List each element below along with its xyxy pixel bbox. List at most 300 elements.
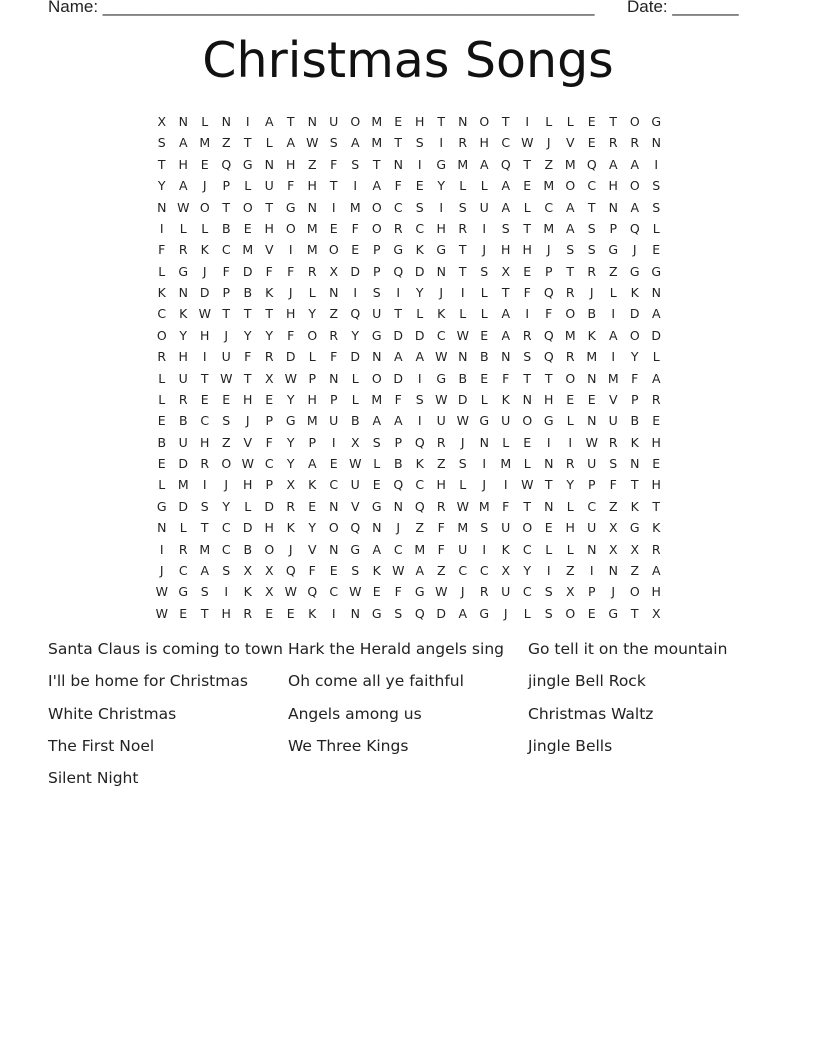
grid-letter: E — [415, 178, 424, 194]
grid-letter: L — [545, 114, 553, 129]
grid-letter: Q — [350, 306, 361, 322]
grid-letter: H — [178, 156, 188, 172]
grid-letter: P — [329, 391, 338, 407]
grid-letter: R — [178, 391, 188, 407]
grid-letter: N — [221, 114, 231, 129]
grid-letter: L — [523, 605, 531, 621]
grid-letter: Q — [586, 156, 597, 172]
grid-letter: E — [523, 263, 532, 279]
grid-letter: S — [222, 413, 231, 429]
grid-letter: T — [200, 370, 209, 386]
grid-letter: S — [523, 349, 532, 365]
grid-letter: L — [480, 178, 488, 194]
grid-letter: C — [221, 541, 231, 557]
grid-letter: X — [651, 605, 661, 621]
grid-letter: U — [608, 413, 618, 429]
grid-letter: F — [394, 584, 402, 600]
grid-letter: R — [243, 605, 253, 621]
grid-letter: I — [482, 541, 487, 557]
grid-letter: J — [224, 477, 229, 493]
grid-letter: S — [415, 135, 424, 151]
grid-letter: A — [415, 562, 425, 578]
grid-letter: D — [436, 605, 447, 621]
grid-letter: U — [587, 456, 597, 471]
grid-letter: U — [501, 584, 511, 600]
grid-letter: I — [611, 349, 616, 365]
word-search-grid — [151, 111, 667, 624]
grid-letter: S — [480, 263, 489, 279]
grid-letter: G — [242, 156, 253, 172]
grid-letter: K — [630, 285, 639, 300]
grid-letter: T — [630, 605, 639, 621]
grid-letter: N — [393, 498, 403, 514]
grid-letter: I — [202, 349, 207, 365]
grid-letter: E — [200, 391, 209, 407]
grid-letter: F — [265, 263, 273, 279]
grid-letter: D — [199, 285, 210, 300]
grid-letter: G — [414, 584, 425, 600]
grid-letter: C — [436, 327, 446, 343]
grid-letter: Y — [523, 562, 532, 578]
grid-letter: O — [285, 220, 296, 236]
grid-letter: E — [265, 391, 274, 407]
grid-letter: S — [458, 199, 467, 215]
grid-letter: K — [243, 584, 252, 600]
grid-letter: X — [350, 434, 360, 450]
grid-letter: T — [458, 242, 467, 258]
grid-letter: P — [222, 178, 231, 194]
grid-letter: J — [503, 605, 508, 621]
grid-letter: E — [308, 498, 317, 514]
grid-letter: M — [414, 541, 426, 557]
word-list-item: Go tell it on the mountain — [528, 640, 728, 658]
name-field-label: Name: ____________________________________________________ — [48, 0, 595, 16]
grid-letter: X — [608, 520, 618, 536]
grid-letter: L — [523, 456, 531, 471]
grid-letter: D — [350, 263, 361, 279]
grid-letter: S — [200, 498, 209, 514]
grid-letter: H — [200, 327, 210, 343]
grid-letter: M — [306, 413, 318, 429]
grid-row — [151, 389, 667, 410]
grid-letter: H — [436, 220, 446, 236]
grid-letter: M — [371, 114, 383, 129]
word-list-item: Hark the Herald angels sing — [288, 640, 504, 658]
grid-letter: E — [157, 413, 166, 429]
grid-letter: S — [458, 456, 467, 471]
grid-letter: K — [415, 242, 424, 258]
grid-letter: L — [459, 306, 467, 322]
grid-letter: M — [349, 199, 361, 215]
grid-letter: W — [155, 605, 168, 621]
grid-letter: H — [544, 391, 554, 407]
grid-letter: T — [587, 199, 596, 215]
grid-letter: C — [458, 562, 468, 578]
grid-letter: O — [371, 199, 382, 215]
grid-letter: W — [349, 584, 362, 600]
grid-letter: E — [587, 605, 596, 621]
grid-letter: U — [264, 178, 274, 194]
grid-letter: N — [436, 263, 446, 279]
grid-letter: L — [523, 199, 531, 215]
grid-letter: K — [265, 285, 274, 300]
grid-letter: I — [460, 285, 465, 300]
grid-letter: R — [178, 242, 188, 258]
grid-letter: L — [652, 220, 660, 236]
grid-letter: R — [436, 434, 446, 450]
grid-letter: F — [394, 391, 402, 407]
grid-letter: G — [436, 242, 447, 258]
word-list-item: We Three Kings — [288, 736, 409, 755]
grid-letter: I — [159, 541, 164, 557]
grid-letter: E — [652, 242, 661, 258]
grid-letter: L — [480, 391, 488, 407]
grid-letter: K — [286, 520, 295, 536]
grid-letter: D — [651, 327, 662, 343]
grid-letter: A — [372, 413, 382, 429]
grid-letter: A — [393, 349, 403, 365]
grid-letter: H — [243, 477, 253, 493]
grid-letter: T — [544, 370, 553, 386]
grid-letter: Q — [414, 498, 425, 514]
grid-letter: C — [544, 199, 554, 215]
grid-letter: O — [565, 370, 576, 386]
word-list-item: Silent Night — [48, 769, 139, 788]
grid-letter: U — [329, 413, 339, 429]
grid-letter: S — [200, 584, 209, 600]
grid-letter: M — [242, 242, 254, 258]
grid-letter: A — [501, 327, 511, 343]
grid-letter: T — [200, 605, 209, 621]
grid-row — [151, 282, 667, 303]
grid-letter: L — [244, 498, 252, 514]
grid-letter: N — [178, 285, 188, 300]
grid-letter: F — [244, 349, 252, 365]
grid-letter: W — [435, 349, 448, 365]
grid-letter: S — [544, 584, 553, 600]
grid-letter: O — [522, 520, 533, 536]
grid-letter: S — [157, 135, 166, 151]
grid-letter: E — [587, 135, 596, 151]
word-list-item: I'll be home for Christmas — [48, 672, 248, 691]
grid-letter: P — [372, 263, 381, 279]
grid-letter: G — [178, 584, 189, 600]
grid-letter: G — [651, 114, 662, 129]
grid-letter: E — [652, 413, 661, 429]
grid-letter: G — [479, 605, 490, 621]
grid-letter: M — [543, 178, 555, 194]
grid-letter: W — [456, 498, 469, 514]
grid-letter: S — [351, 562, 360, 578]
grid-letter: C — [587, 498, 597, 514]
grid-letter: H — [307, 391, 317, 407]
grid-letter: T — [394, 306, 403, 322]
grid-letter: Y — [308, 306, 317, 322]
grid-letter: I — [417, 156, 422, 172]
grid-letter: F — [351, 220, 359, 236]
word-list-item: Jingle Bells — [528, 736, 613, 755]
grid-letter: T — [523, 370, 532, 386]
grid-letter: E — [329, 220, 338, 236]
grid-letter: T — [523, 220, 532, 236]
grid-letter: M — [457, 156, 469, 172]
grid-letter: L — [652, 349, 660, 365]
grid-letter: O — [522, 413, 533, 429]
grid-letter: L — [158, 370, 166, 386]
grid-letter: Y — [415, 285, 424, 300]
grid-letter: Z — [436, 456, 446, 471]
grid-letter: G — [285, 199, 296, 215]
grid-letter: Q — [414, 605, 425, 621]
grid-letter: X — [565, 584, 575, 600]
grid-letter: D — [457, 391, 468, 407]
grid-letter: T — [652, 498, 661, 514]
word-list-item: The First Noel — [48, 736, 155, 755]
grid-letter: N — [522, 391, 532, 407]
grid-letter: R — [651, 541, 661, 557]
grid-letter: U — [178, 434, 188, 450]
grid-letter: I — [417, 413, 422, 429]
word-list-item: Oh come all ye faithful — [288, 672, 464, 691]
grid-letter: H — [286, 156, 296, 172]
grid-row — [151, 218, 667, 239]
grid-letter: P — [587, 584, 596, 600]
worksheet-header — [48, 0, 748, 19]
grid-letter: S — [544, 605, 553, 621]
grid-letter: K — [437, 306, 446, 322]
grid-letter: S — [222, 562, 231, 578]
grid-letter: U — [436, 413, 446, 429]
grid-letter: E — [652, 456, 661, 471]
grid-letter: K — [587, 327, 596, 343]
grid-letter: F — [437, 520, 445, 536]
grid-letter: X — [157, 114, 167, 129]
grid-letter: L — [201, 220, 209, 236]
grid-letter: N — [264, 156, 274, 172]
grid-letter: S — [587, 242, 596, 258]
grid-row — [151, 581, 667, 602]
grid-letter: T — [222, 199, 231, 215]
grid-letter: C — [221, 520, 231, 536]
grid-letter: Q — [221, 156, 232, 172]
grid-letter: J — [202, 178, 207, 194]
grid-letter: G — [285, 413, 296, 429]
grid-letter: G — [178, 263, 189, 279]
grid-letter: D — [393, 327, 404, 343]
grid-letter: Z — [221, 135, 231, 151]
grid-letter: B — [157, 434, 167, 450]
grid-letter: D — [350, 349, 361, 365]
grid-letter: J — [460, 584, 465, 600]
grid-letter: E — [523, 434, 532, 450]
grid-letter: F — [158, 242, 166, 258]
grid-letter: F — [523, 285, 531, 300]
grid-letter: B — [479, 349, 489, 365]
grid-row — [151, 368, 667, 389]
grid-letter: M — [306, 242, 318, 258]
grid-letter: D — [264, 498, 275, 514]
grid-letter: W — [435, 584, 448, 600]
grid-letter: H — [608, 178, 618, 194]
grid-letter: S — [587, 220, 596, 236]
grid-letter: D — [178, 498, 189, 514]
grid-letter: M — [607, 370, 619, 386]
grid-letter: O — [307, 327, 318, 343]
grid-row — [151, 432, 667, 453]
grid-letter: M — [199, 541, 211, 557]
grid-letter: E — [329, 562, 338, 578]
grid-letter: K — [501, 391, 510, 407]
grid-letter: T — [243, 306, 252, 322]
grid-letter: G — [436, 156, 447, 172]
grid-letter: B — [243, 285, 253, 300]
grid-letter: G — [156, 498, 167, 514]
grid-letter: A — [458, 605, 468, 621]
grid-letter: D — [242, 520, 253, 536]
grid-letter: V — [307, 541, 317, 557]
grid-letter: I — [353, 178, 358, 194]
grid-letter: Y — [286, 456, 295, 471]
grid-letter: Z — [307, 156, 317, 172]
grid-letter: V — [350, 498, 360, 514]
grid-letter: O — [565, 306, 576, 322]
grid-letter: F — [502, 498, 510, 514]
grid-letter: U — [479, 199, 489, 215]
grid-letter: T — [265, 199, 274, 215]
grid-letter: O — [199, 199, 210, 215]
grid-letter: G — [629, 263, 640, 279]
grid-letter: F — [265, 434, 273, 450]
grid-letter: S — [415, 391, 424, 407]
grid-letter: B — [458, 370, 468, 386]
grid-letter: R — [200, 456, 210, 471]
grid-letter: A — [630, 156, 640, 172]
grid-letter: Y — [157, 178, 166, 194]
grid-letter: L — [566, 541, 574, 557]
grid-letter: A — [372, 178, 382, 194]
grid-letter: W — [349, 456, 362, 471]
grid-letter: J — [546, 242, 551, 258]
grid-letter: N — [544, 498, 554, 514]
grid-letter: X — [264, 562, 274, 578]
grid-letter: F — [330, 156, 338, 172]
grid-letter: S — [652, 178, 661, 194]
grid-letter: R — [651, 391, 661, 407]
grid-letter: G — [371, 498, 382, 514]
grid-letter: X — [608, 541, 618, 557]
grid-letter: W — [241, 456, 254, 471]
grid-letter: M — [564, 327, 576, 343]
grid-row — [151, 261, 667, 282]
grid-letter: E — [265, 605, 274, 621]
grid-letter: B — [350, 413, 360, 429]
grid-letter: X — [329, 263, 339, 279]
grid-letter: A — [608, 327, 618, 343]
grid-letter: L — [416, 306, 424, 322]
grid-row — [151, 154, 667, 175]
grid-letter: R — [286, 498, 296, 514]
grid-letter: W — [306, 135, 319, 151]
grid-letter: W — [392, 562, 405, 578]
grid-letter: F — [330, 349, 338, 365]
grid-letter: I — [417, 370, 422, 386]
grid-letter: F — [287, 263, 295, 279]
grid-letter: E — [351, 242, 360, 258]
grid-letter: N — [630, 456, 640, 471]
grid-row — [151, 175, 667, 196]
grid-letter: U — [350, 477, 360, 493]
grid-letter: T — [329, 178, 338, 194]
grid-letter: L — [480, 306, 488, 322]
grid-letter: U — [501, 413, 511, 429]
grid-letter: L — [158, 391, 166, 407]
grid-letter: E — [329, 456, 338, 471]
grid-letter: S — [329, 135, 338, 151]
grid-letter: Y — [308, 520, 317, 536]
grid-letter: R — [587, 263, 597, 279]
grid-row — [151, 410, 667, 431]
grid-letter: A — [264, 114, 274, 129]
grid-letter: F — [308, 562, 316, 578]
grid-letter: O — [264, 541, 275, 557]
grid-letter: A — [630, 199, 640, 215]
grid-letter: M — [543, 220, 555, 236]
grid-letter: N — [587, 413, 597, 429]
grid-letter: M — [306, 220, 318, 236]
grid-letter: F — [609, 477, 617, 493]
grid-letter: A — [501, 199, 511, 215]
grid-letter: Z — [608, 263, 618, 279]
grid-letter: H — [415, 114, 425, 129]
grid-letter: Q — [393, 263, 404, 279]
grid-letter: P — [308, 434, 317, 450]
grid-letter: T — [501, 114, 510, 129]
grid-letter: N — [329, 541, 339, 557]
grid-letter: H — [651, 584, 661, 600]
grid-letter: N — [479, 434, 489, 450]
grid-letter: C — [501, 135, 511, 151]
grid-letter: X — [501, 263, 511, 279]
grid-letter: K — [157, 285, 166, 300]
grid-letter: N — [372, 349, 382, 365]
grid-letter: T — [566, 263, 575, 279]
grid-letter: E — [157, 456, 166, 471]
grid-letter: W — [220, 370, 233, 386]
grid-letter: A — [178, 135, 188, 151]
grid-letter: E — [523, 178, 532, 194]
grid-letter: A — [307, 456, 317, 471]
grid-letter: K — [630, 498, 639, 514]
grid-letter: O — [479, 114, 490, 129]
grid-letter: T — [222, 306, 231, 322]
grid-letter: B — [178, 413, 188, 429]
grid-letter: I — [331, 199, 336, 215]
grid-letter: L — [179, 520, 187, 536]
grid-letter: I — [288, 242, 293, 258]
grid-letter: Q — [500, 156, 511, 172]
grid-letter: R — [608, 135, 618, 151]
grid-letter: O — [371, 220, 382, 236]
grid-letter: Y — [351, 327, 360, 343]
grid-letter: I — [331, 434, 336, 450]
grid-letter: D — [178, 456, 189, 471]
grid-letter: R — [157, 349, 167, 365]
grid-letter: E — [372, 477, 381, 493]
grid-letter: C — [264, 456, 274, 471]
grid-letter: T — [200, 520, 209, 536]
grid-letter: T — [243, 135, 252, 151]
grid-letter: Q — [543, 349, 554, 365]
